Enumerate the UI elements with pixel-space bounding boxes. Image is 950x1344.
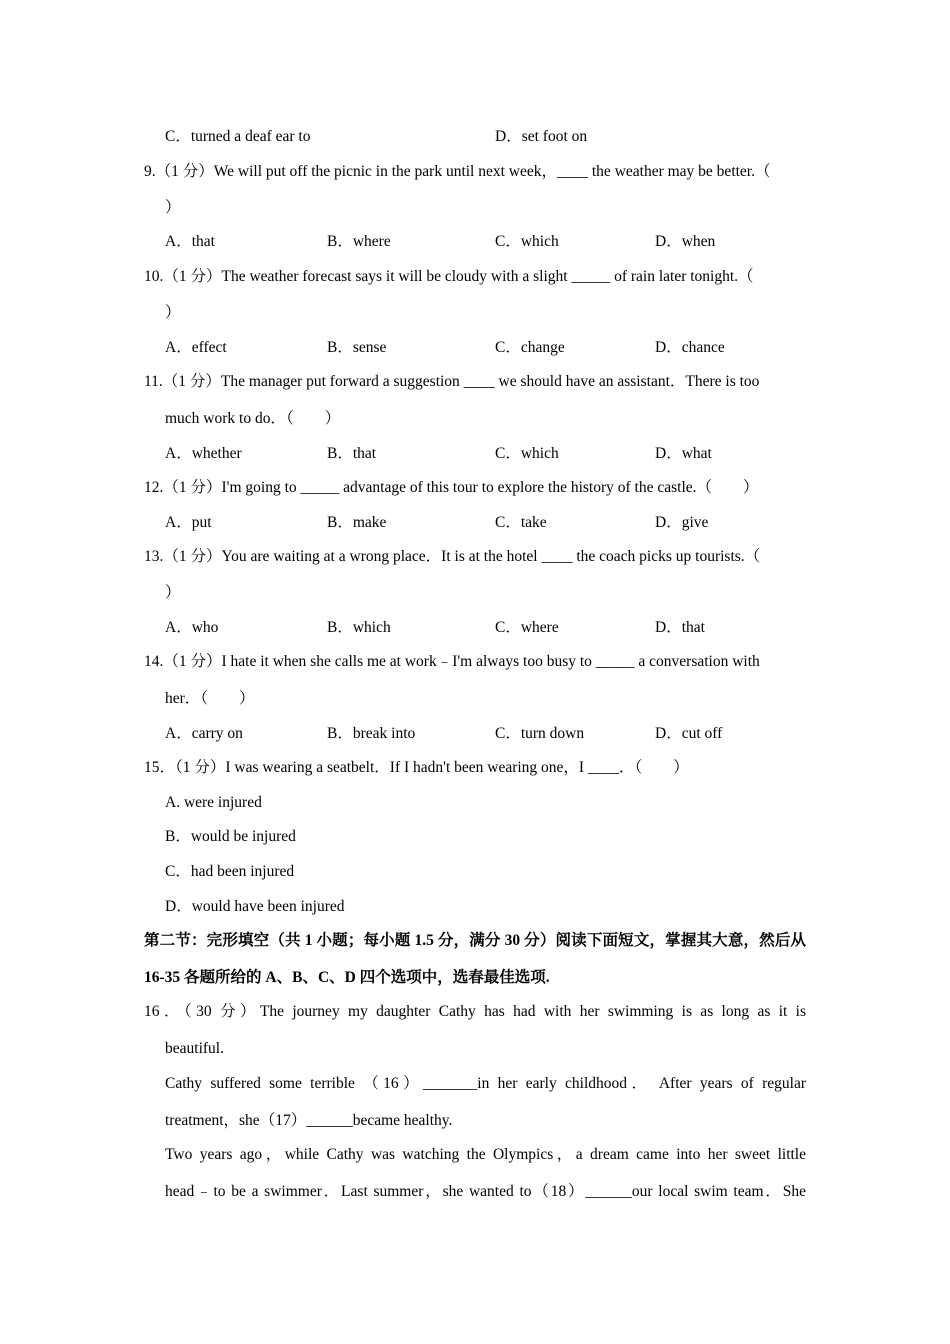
option-q10-d: D．chance: [655, 339, 725, 356]
option-q9-c: C．which: [495, 233, 559, 250]
option-q10-b: B．sense: [327, 339, 387, 356]
option-q12-b: B．make: [327, 514, 387, 531]
option-q9-b: B．where: [327, 233, 391, 250]
question-11-stem: 11.（1 分）The manager put forward a suggestion ____ we should have an assistant．There is too: [144, 373, 760, 390]
option-q10-c: C．change: [495, 339, 565, 356]
option-q15-c: C．had been injured: [165, 863, 295, 880]
question-10-paren: ）: [165, 304, 181, 321]
question-16-line1: 16．（30 分）The journey my daughter Cathy has had with her swimming is as long as it is: [144, 1003, 806, 1020]
option-q10-a: A．effect: [165, 339, 227, 356]
option-q8-d: D．set foot on: [495, 128, 588, 145]
option-q13-c: C．where: [495, 619, 559, 636]
option-q12-c: C．take: [495, 514, 547, 531]
option-q14-a: A．carry on: [165, 725, 243, 742]
option-q13-a: A．who: [165, 619, 219, 636]
question-9-paren: ）: [165, 199, 181, 216]
section2-heading-line1: 第二节：完形填空（共 1 小题；每小题 1.5 分，满分 30 分）阅读下面短文，掌握其大意，然后从: [144, 932, 806, 949]
option-q15-d: D．would have been injured: [165, 898, 345, 915]
option-q11-c: C．which: [495, 445, 559, 462]
option-q13-b: B．which: [327, 619, 391, 636]
question-16-line4: treatment，she（17）______became healthy.: [165, 1112, 453, 1129]
question-9-stem: 9.（1 分）We will put off the picnic in the park until next week，____ the weather may be better.（: [144, 163, 771, 180]
option-q11-a: A．whether: [165, 445, 242, 462]
question-14-stem: 14.（1 分）I hate it when she calls me at work﹣I'm always too busy to _____ a conversation with: [144, 653, 760, 670]
option-q14-d: D．cut off: [655, 725, 723, 742]
option-q13-d: D．that: [655, 619, 705, 636]
question-16-line5: Two years ago，while Cathy was watching the Olympics，a dream came into her sweet little: [165, 1146, 806, 1163]
question-11-stem-cont: much work to do．（ ）: [165, 410, 341, 427]
question-14-stem-cont: her．（ ）: [165, 690, 255, 707]
option-q8-c: C．turned a deaf ear to: [165, 128, 311, 145]
option-q9-d: D．when: [655, 233, 716, 250]
question-13-stem: 13.（1 分）You are waiting at a wrong place．It is at the hotel ____ the coach picks up tourists.（: [144, 548, 761, 565]
option-q14-b: B．break into: [327, 725, 416, 742]
option-q15-a: A. were injured: [165, 794, 262, 811]
question-16-line6: head﹣to be a swimmer．Last summer，she wanted to（18）______our local swim team．She: [165, 1183, 806, 1200]
option-q15-b: B．would be injured: [165, 828, 296, 845]
option-q9-a: A．that: [165, 233, 215, 250]
question-10-stem: 10.（1 分）The weather forecast says it will be cloudy with a slight _____ of rain later tonight.（: [144, 268, 754, 285]
question-16-line3: Cathy suffered some terrible （16）_______in her early childhood． After years of regular: [165, 1075, 806, 1092]
option-q14-c: C．turn down: [495, 725, 585, 742]
option-q12-a: A．put: [165, 514, 212, 531]
question-16-line2: beautiful.: [165, 1040, 224, 1057]
question-15-stem: 15．（1 分）I was wearing a seatbelt．If I hadn't been wearing one，I ____．（ ）: [144, 759, 689, 776]
question-12-stem: 12.（1 分）I'm going to _____ advantage of this tour to explore the history of the castle.（ ）: [144, 479, 759, 496]
option-q11-d: D．what: [655, 445, 712, 462]
option-q11-b: B．that: [327, 445, 377, 462]
section2-heading-line2: 16-35 各题所给的 A、B、C、D 四个选项中，选春最佳选项.: [144, 969, 550, 986]
question-13-paren: ）: [165, 584, 181, 601]
option-q12-d: D．give: [655, 514, 709, 531]
